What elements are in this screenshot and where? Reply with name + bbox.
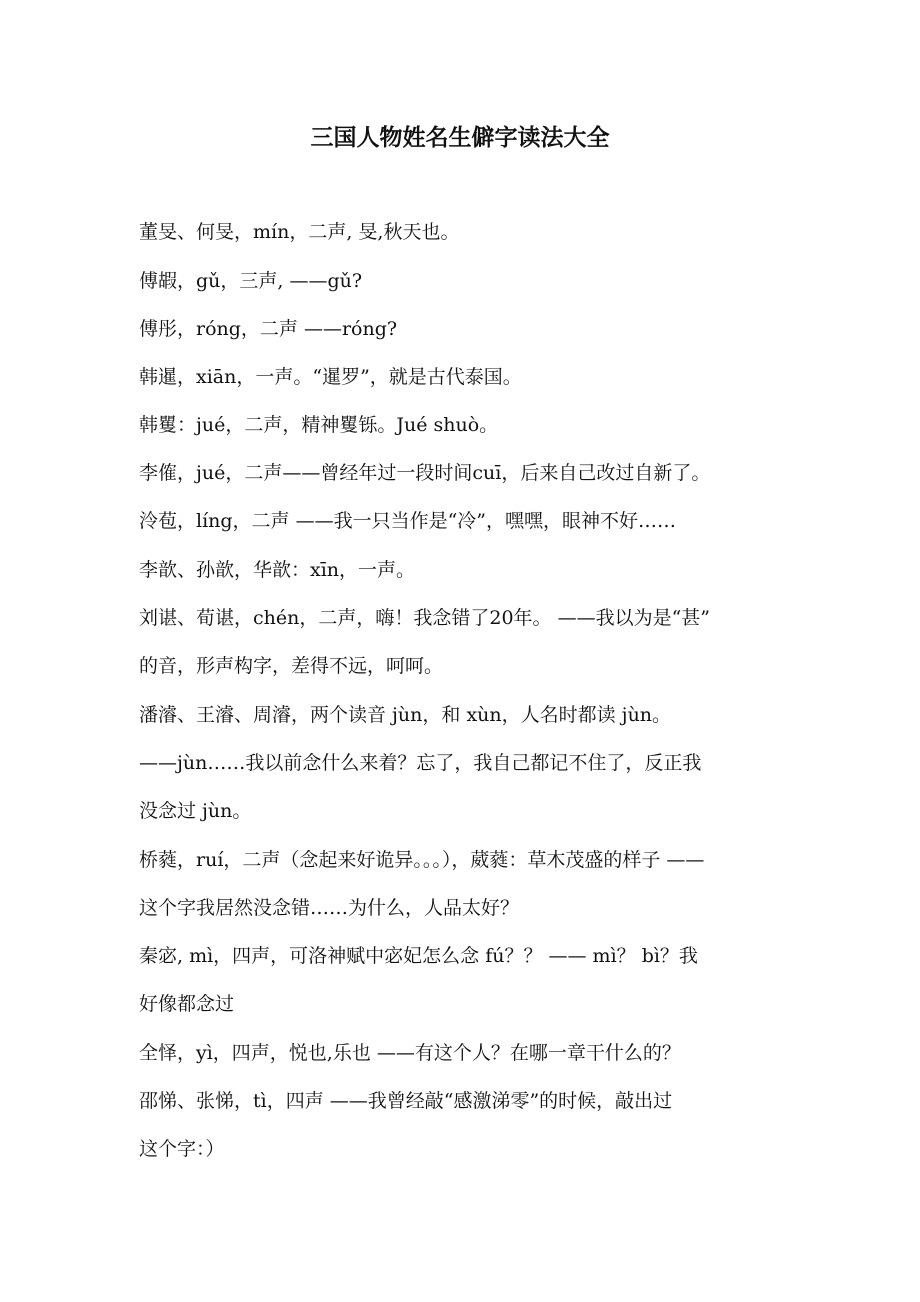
text-line: 李歆、孙歆，华歆：xīn，一声。	[139, 559, 416, 581]
text-line: 韩矍：jué，二声，精神矍铄。Jué shuò。	[139, 414, 499, 436]
text-line: 的音，形声构字，差得不远，呵呵。	[139, 655, 444, 677]
text-line: 好像都念过	[139, 993, 235, 1015]
text-line: 刘谌、荀谌，chén，二声，嗨！我念错了20年。 ——我以为是“甚”	[139, 607, 711, 629]
text-line: 桥蕤，ruí，二声（念起来好诡异。。。），葳蕤：草木茂盛的样子 ——	[139, 849, 705, 871]
text-line: 韩暹，xiān，一声。“暹罗”，就是古代泰国。	[139, 366, 522, 388]
text-line: 李傕，jué，二声——曾经年过一段时间cuī，后来自己改过自新了。	[139, 462, 711, 484]
text-line: 泠苞，líng，二声 ——我一只当作是“冷”，嘿嘿，眼神不好……	[139, 510, 677, 532]
text-line: 这个字：）	[139, 1138, 225, 1160]
text-line: 全怿，yì，四声，悦也,乐也 ——有这个人？在哪一章干什么的？	[139, 1042, 681, 1064]
text-line: 董旻、何旻，mín，二声, 旻,秋天也。	[139, 221, 460, 243]
text-line: 这个字我居然没念错……为什么，人品太好？	[139, 897, 520, 919]
text-line: 邵悌、张悌，tì，四声 ——我曾经敲“感激涕零”的时候，敲出过	[139, 1090, 673, 1112]
text-line: 潘濬、王濬、周濬，两个读音 jùn，和 xùn，人名时都读 jùn。	[139, 704, 672, 726]
text-line: 傅嘏，gǔ，三声, ——gǔ?	[139, 270, 363, 292]
text-line: 傅彤，róng，二声 ——róng?	[139, 318, 398, 340]
document-title: 三国人物姓名生僻字读法大全	[310, 125, 610, 151]
text-line: 没念过 jùn。	[139, 800, 252, 822]
text-line: ——jùn……我以前念什么来着？忘了，我自己都记不住了，反正我	[139, 752, 702, 774]
text-line: 秦宓, mì，四声，可洛神赋中宓妃怎么念 fú？？ —— mì？ bì？我	[139, 945, 698, 967]
